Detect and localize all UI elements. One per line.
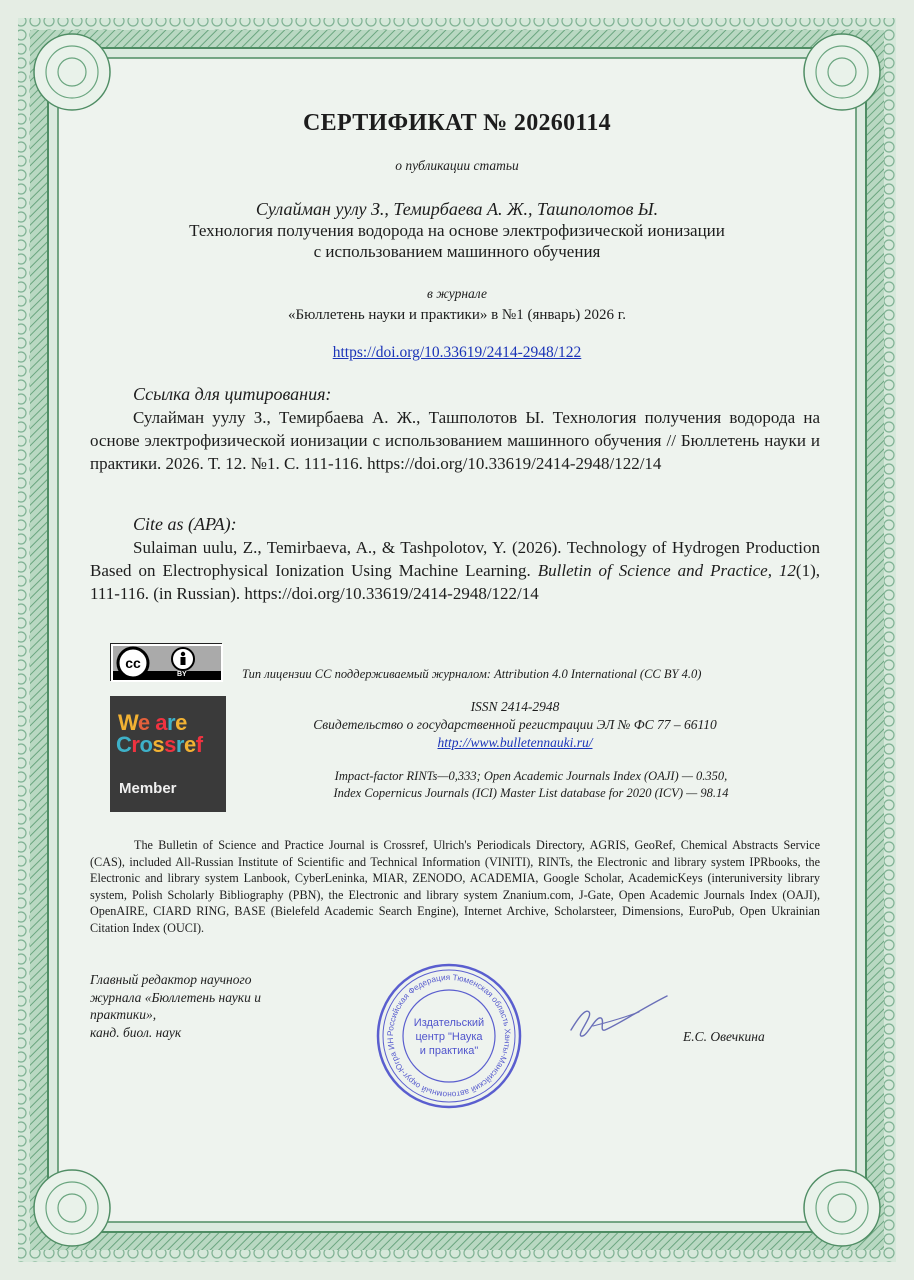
stamp-center-line3: и практика" (419, 1045, 479, 1057)
registration-certificate: Свидетельство о государственной регистрации ЭЛ № ФС 77 – 66110 (313, 717, 717, 732)
impact-line1: Impact-factor RINTs—0,333; Open Academic Journals Index (OAJI) — 0.350, (334, 769, 728, 783)
citation-ru-label: Ссылка для цитирования: (133, 384, 332, 404)
impact-block (296, 768, 766, 802)
indexing-paragraph (90, 837, 820, 936)
crossref-member-logo (110, 696, 226, 812)
doi-container (0, 344, 914, 362)
svg-text:cc: cc (125, 655, 141, 671)
citation-apa-part1: Sulaiman uulu, Z., Temirbaeva, A., & Tashpolotov, Y. (2026). Technology of Hydrogen Production Based on Electrophysical Ionization Using Machine Learning. (90, 538, 820, 580)
indexing-text: The Bulletin of Science and Practice Journal is Crossref, Ulrich's Periodicals Directory, AGRIS, GeoRef, Chemical Abstracts Service (CAS), included All-Russian Institute of Scientific and Technical Information (VINITI), RINTs, the Electronic and library system IPRbooks, the Electronic and library system Lanbook, CyberLeninka, MIAR, ZENODO, ACADEMIA, Google Scholar, AcademicKeys (interuniversity library system, Polish Scholarly Bibliography (PBN), the Electronic and library system Znanium.com, J-Gate, Open Academic Journals Index (OAJI), OpenAIRE, CIARD RING, BASE (Bielefeld Academic Search Engine), Internet Archive, Scholarsteer, Dimensions, EuroPub, Open Ukrainian Citation Index (OUCI). (90, 838, 820, 935)
crossref-line2: Crossref (116, 732, 203, 757)
certificate-subtitle: о публикации статьи (395, 158, 519, 173)
crossref-member-label: Member (119, 780, 177, 797)
website-link[interactable]: http://www.bulletennauki.ru/ (437, 735, 593, 750)
article-title-line2: с использованием машинного обучения (313, 242, 601, 261)
issn: ISSN 2414-2948 (470, 699, 560, 714)
editor-line3: практики», (90, 1007, 157, 1022)
citation-ru-body: Сулайман уулу З., Темирбаева А. Ж., Ташполотов Ы. Технология получения водорода на основе электрофизической ионизации с использованием машинного обучения // Бюллетень науки и практики. 2026. Т. 12. №1. С. 111-116. https://doi.org/10.33619/2414-2948/122/14 (90, 408, 820, 473)
article-authors: Сулайман уулу З., Темирбаева А. Ж., Ташполотов Ы. (255, 199, 659, 219)
publisher-stamp (375, 962, 523, 1110)
journal-intro: в журнале (426, 286, 488, 301)
citation-apa-label: Cite as (APA): (133, 514, 237, 534)
registration-block (290, 698, 740, 752)
editor-signature (563, 990, 673, 1045)
editor-line1: Главный редактор научного (90, 972, 252, 987)
impact-line2: Index Copernicus Journals (ICI) Master List database for 2020 (ICV) — 98.14 (333, 786, 729, 800)
article-title-line1: Технология получения водорода на основе электрофизической ионизации (189, 221, 725, 240)
journal-issue: «Бюллетень науки и практики» в №1 (январь) 2026 г. (288, 307, 626, 323)
editor-line2: журнала «Бюллетень науки и (90, 989, 261, 1005)
crossref-line1: We are (118, 710, 187, 735)
license-text: Тип лицензии CC поддерживаемый журналом: Attribution 4.0 International (CC BY 4.0) (242, 667, 702, 681)
editor-name: Е.С. Овечкина (683, 1029, 765, 1044)
citation-apa-text (90, 536, 820, 605)
citation-apa-part2: (1), 111-116. (in Russian). https://doi.org/10.33619/2414-2948/122/14 (90, 561, 820, 603)
cc-by-label: BY (177, 671, 187, 678)
stamp-center-line1: Издательский (413, 1017, 485, 1029)
editor-line4: канд. биол. наук (90, 1024, 182, 1040)
citation-apa-journal: Bulletin of Science and Practice, 12 (537, 561, 796, 580)
stamp-center-line2: центр "Наука (415, 1031, 483, 1043)
citation-ru-text (90, 406, 820, 475)
certificate-title: СЕРТИФИКАТ № 20260114 (303, 110, 611, 136)
editor-position (90, 971, 300, 1041)
cc-by-badge (110, 643, 222, 681)
stamp-ring-text: Российская Федерация Тюменская область Ханты-Мансийский автономный округ-Югра ИН (385, 972, 513, 1100)
doi-link[interactable]: https://doi.org/10.33619/2414-2948/122 (332, 344, 582, 361)
